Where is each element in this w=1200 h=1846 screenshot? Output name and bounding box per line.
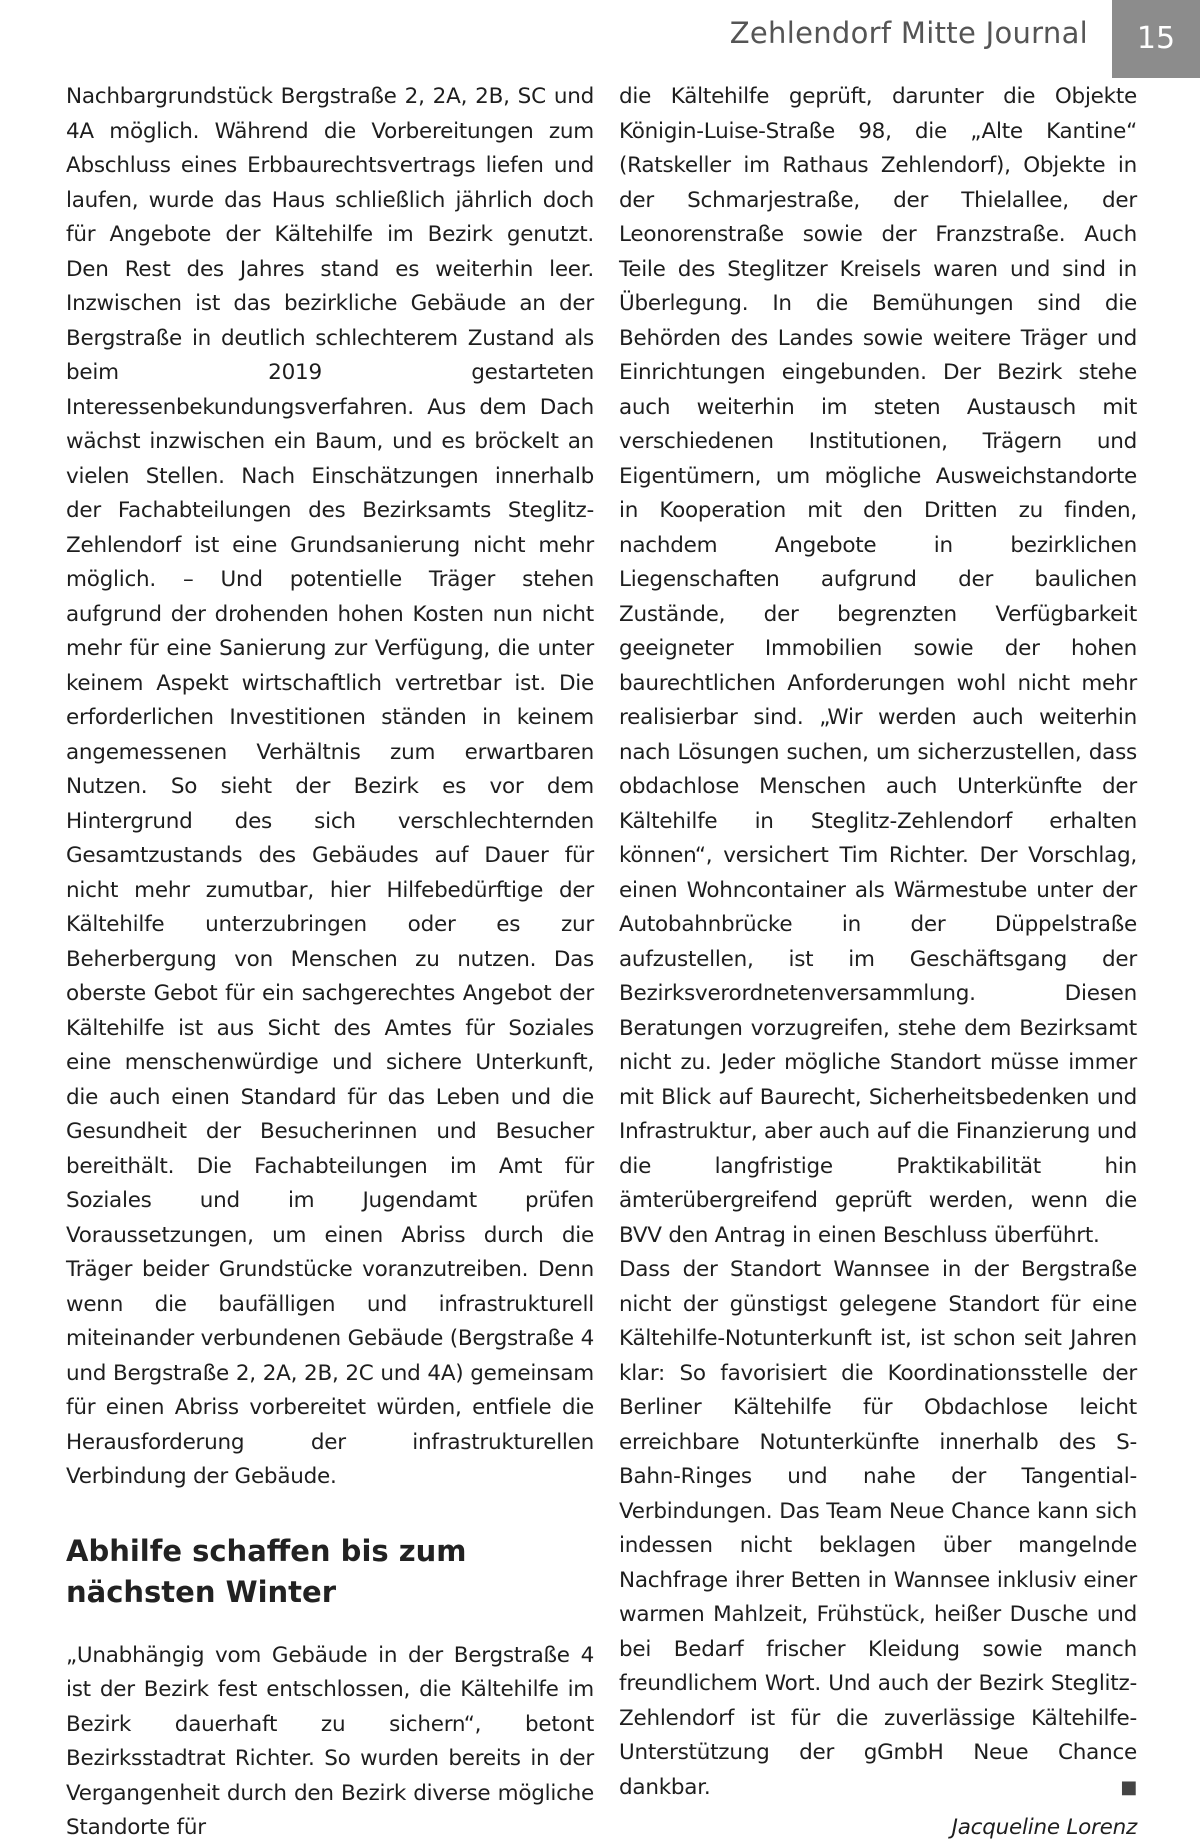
- left-column: [66, 80, 594, 1846]
- author-byline: Jacqueline Lorenz: [951, 1815, 1137, 1840]
- body-paragraph: Nachbargrundstück Bergstraße 2, 2A, 2B, SC und 4A möglich. Während die Vorbereitungen zum Abschluss eines Erbbaurechtsvertrags liefen und laufen, wurde das Haus schließlich jährlich doch für Angebote der Kältehilfe im Bezirk genutzt. Den Rest des Jahres stand es weiterhin leer. Inzwischen ist das bezirkliche Gebäude an der Bergstraße in deutlich schlechterem Zustand als beim 2019 gestarteten Interessenbekundungsverfahren. Aus dem Dach wächst inzwischen ein Baum, und es bröckelt an vielen Stellen. Nach Einschätzungen innerhalb der Fachabteilungen des Bezirksamts Steglitz-Zehlendorf ist eine Grundsanierung nicht mehr möglich. – Und potentielle Träger stehen aufgrund der drohenden hohen Kosten nun nicht mehr für eine Sanierung zur Verfügung, die unter keinem Aspekt wirtschaftlich vertretbar ist. Die erforderlichen Investitionen ständen in keinem angemessenen Verhältnis zum erwartbaren Nutzen. So sieht der Bezirk es vor dem Hintergrund des sich verschlechternden Gesamtzustands des Gebäudes auf Dauer für nicht mehr zumutbar, hier Hilfebedürftige der Kältehilfe unterzubringen oder es zur Beherbergung von Menschen zu nutzen. Das oberste Gebot für ein sachgerechtes Angebot der Kältehilfe ist aus Sicht des Amtes für Soziales eine menschenwürdige und sichere Unterkunft, die auch einen Standard für das Leben und die Gesundheit der Besucherinnen und Besucher bereithält. Die Fachabteilungen im Amt für Soziales und im Jugendamt prüfen Voraussetzungen, um einen Abriss durch die Träger beider Grundstücke voranzutreiben. Denn wenn die baufälligen und infrastrukturell miteinander verbundenen Gebäude (Bergstraße 4 und Bergstraße 2, 2A, 2B, 2C und 4A) gemeinsam für einen Abriss vorbereitet würden, entfiele die Herausforderung der infrastrukturellen Verbindung der Gebäude.: [66, 84, 594, 1489]
- paragraph-text: Dass der Standort Wannsee in der Bergstraße nicht der günstigst gelegene Standort für eine Kältehilfe-Notunterkunft ist, ist schon seit Jahren klar: So favorisiert die Koordinationsstelle der Berliner Kältehilfe für Obdachlose leicht erreichbare Notunterkünfte innerhalb des S-Bahn-Ringes und nahe der Tangential-Verbindungen. Das Team Neue Chance kann sich indessen nicht beklagen über mangelnde Nachfrage ihrer Betten in Wannsee inklusiv einer warmen Mahlzeit, Frühstück, heißer Dusche und bei Bedarf frischer Kleidung sowie manch freundlichem Wort. Und auch der Bezirk Steglitz-Zehlendorf ist für die zuverlässige Kältehilfe-Unterstützung der gGmbH Neue Chance dankbar.: [619, 1257, 1137, 1800]
- body-paragraph: [619, 1253, 1137, 1805]
- page-header: [0, 0, 1200, 78]
- body-paragraph: „Unabhängig vom Gebäude in der Bergstraße 4 ist der Bezirk fest entschlossen, die Kältehilfe im Bezirk dauerhaft zu sichern“, betont Bezirksstadtrat Richter. So wurden bereits in der Vergangenheit durch den Bezirk diverse mögliche Standorte für: [66, 1642, 594, 1840]
- journal-title: Zehlendorf Mitte Journal: [729, 16, 1088, 50]
- end-of-article-mark: ■: [1120, 1776, 1137, 1798]
- section-heading: Abhilfe schaffen bis zum nächsten Winter: [66, 1533, 467, 1609]
- body-paragraph: die Kältehilfe geprüft, darunter die Objekte Königin-Luise-Straße 98, die „Alte Kantine“ (Ratskeller im Rathaus Zehlendorf), Objekte in der Schmarjestraße, der Thielallee, der Leonorenstraße sowie der Franzstraße. Auch Teile des Steglitzer Kreisels waren und sind in Überlegung. In die Bemühungen sind die Behörden des Landes sowie weitere Träger und Einrichtungen eingebunden. Der Bezirk stehe auch weiterhin im steten Austausch mit verschiedenen Institutionen, Trägern und Eigentümern, um mögliche Ausweichstandorte in Kooperation mit den Dritten zu finden, nachdem Angebote in bezirklichen Liegenschaften aufgrund der baulichen Zustände, der begrenzten Verfügbarkeit geeigneter Immobilien sowie der hohen baurechtlichen Anforderungen wohl nicht mehr realisierbar sind. „Wir werden auch weiterhin nach Lösungen suchen, um sicherzustellen, dass obdachlose Menschen auch Unterkünfte der Kältehilfe in Steglitz-Zehlendorf erhalten können“, versichert Tim Richter. Der Vorschlag, einen Wohncontainer als Wärmestube unter der Autobahnbrücke in der Düppelstraße aufzustellen, ist im Geschäftsgang der Bezirksverordnetenversammlung. Diesen Beratungen vorzugreifen, stehe dem Bezirksamt nicht zu. Jeder mögliche Standort müsse immer mit Blick auf Baurecht, Sicherheitsbedenken und Infrastruktur, aber auch auf die Finanzierung und die langfristige Praktikabilität hin ämterübergreifend geprüft werden, wenn die BVV den Antrag in einen Beschluss überführt.: [619, 84, 1137, 1248]
- page-number: 15: [1112, 0, 1200, 78]
- right-column: [619, 80, 1137, 1846]
